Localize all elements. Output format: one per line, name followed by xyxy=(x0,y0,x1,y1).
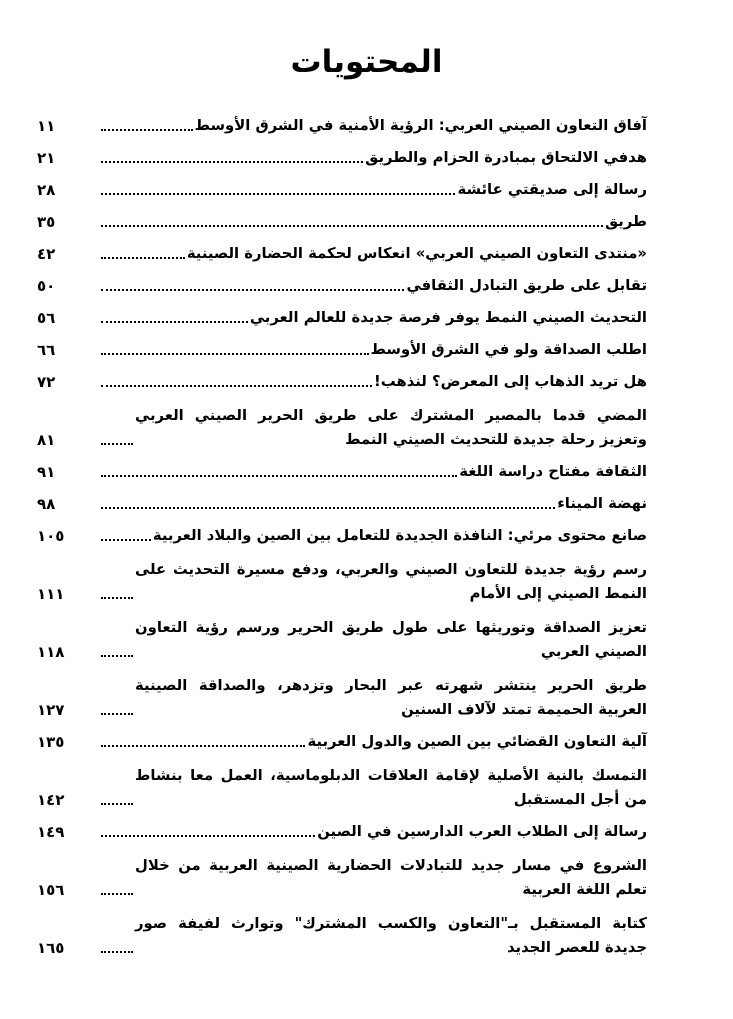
toc-entry-title: هدفي الالتحاق بمبادرة الحزام والطريق xyxy=(365,149,647,166)
toc-entry-title: تقابل على طريق التبادل الثقافي xyxy=(406,277,647,294)
toc-entry[interactable] xyxy=(37,330,647,362)
toc-entry-page: ٩١ xyxy=(37,463,56,481)
toc-entry[interactable] xyxy=(37,722,647,754)
dot-leader xyxy=(101,893,133,895)
toc-entry-page: ٥٦ xyxy=(37,309,56,327)
toc-entry-title: رسم رؤية جديدة للتعاون الصيني والعربي، ودفع مسيرة التحديث على النمط الصيني إلى الأمام xyxy=(135,561,647,602)
toc-entry-title: رسالة إلى الطلاب العرب الدارسين في الصين xyxy=(317,823,647,840)
toc-entry-title: آفاق التعاون الصيني العربي: الرؤية الأمنية في الشرق الأوسط xyxy=(194,117,647,134)
toc-entry-page: ٩٨ xyxy=(37,495,56,513)
toc-entry-page: ١٣٥ xyxy=(37,733,65,751)
toc-entry-title: اطلب الصداقة ولو في الشرق الأوسط xyxy=(370,341,647,358)
toc-entry-page: ٥٠ xyxy=(37,277,56,295)
dot-leader xyxy=(101,385,372,387)
dot-leader xyxy=(101,321,248,323)
dot-leader xyxy=(101,475,457,477)
toc-entry[interactable] xyxy=(37,138,647,170)
dot-leader xyxy=(101,745,305,747)
toc-entry-page: ١٦٥ xyxy=(37,939,65,957)
toc-entry[interactable] xyxy=(37,812,647,844)
dot-leader xyxy=(101,835,315,837)
dot-leader xyxy=(101,161,363,163)
toc-entry[interactable] xyxy=(37,234,647,266)
toc-entry-page: ١٠٥ xyxy=(37,527,65,545)
toc-entry-page: ١٥٦ xyxy=(37,881,65,899)
dot-leader xyxy=(101,443,133,445)
toc-entry-title: التمسك بالنية الأصلية لإقامة العلاقات الدبلوماسية، العمل معا بنشاط من أجل المستقبل xyxy=(135,767,647,808)
toc-entry-page: ٧٢ xyxy=(37,373,56,391)
toc-entry-title: نهضة الميناء xyxy=(557,495,647,512)
toc-entry-title: صانع محتوى مرئي: النافذة الجديدة للتعامل بين الصين والبلاد العربية xyxy=(152,527,647,544)
toc-entry-title: «منتدى التعاون الصيني العربي» انعكاس لحكمة الحضارة الصينية xyxy=(186,245,647,262)
toc-entry-title: طريق xyxy=(604,213,647,230)
dot-leader xyxy=(101,507,555,509)
toc-entry-title: المضي قدما بالمصير المشترك على طريق الحرير الصيني العربي وتعزيز رحلة جديدة للتحديث الصيني النمط xyxy=(135,407,647,448)
toc-entry[interactable] xyxy=(37,394,647,452)
dot-leader xyxy=(101,597,133,599)
dot-leader xyxy=(101,655,133,657)
toc-entry[interactable] xyxy=(37,754,647,812)
toc-entry-page: ٢١ xyxy=(37,149,56,167)
toc-entry[interactable] xyxy=(37,202,647,234)
toc-entry-title: كتابة المستقبل بـ"التعاون والكسب المشترك" وتوارث لفيفة صور جديدة للعصر الجديد xyxy=(135,915,647,956)
toc-entry-title: رسالة إلى صديقتي عائشة xyxy=(457,181,647,198)
toc-entry[interactable] xyxy=(37,106,647,138)
toc-entry[interactable] xyxy=(37,484,647,516)
dot-leader xyxy=(101,257,185,259)
dot-leader xyxy=(101,225,603,227)
dot-leader xyxy=(101,951,133,953)
toc-entry[interactable] xyxy=(37,548,647,606)
toc-entry-title: التحديث الصيني النمط يوفر فرصة جديدة للعالم العربي xyxy=(249,309,647,326)
toc-entry[interactable] xyxy=(37,902,647,960)
dot-leader xyxy=(101,713,133,715)
dot-leader xyxy=(101,803,133,805)
toc-entry[interactable] xyxy=(37,170,647,202)
dot-leader xyxy=(101,539,151,541)
table-of-contents xyxy=(37,106,647,960)
toc-entry[interactable] xyxy=(37,298,647,330)
toc-entry-page: ٢٨ xyxy=(37,181,56,199)
toc-entry-page: ١٢٧ xyxy=(37,701,65,719)
toc-entry-page: ١١١ xyxy=(37,585,65,603)
toc-entry[interactable] xyxy=(37,664,647,722)
toc-entry[interactable] xyxy=(37,362,647,394)
toc-entry-page: ٦٦ xyxy=(37,341,56,359)
toc-entry-page: ٨١ xyxy=(37,431,56,449)
toc-entry-page: ٤٢ xyxy=(37,245,56,263)
toc-entry[interactable] xyxy=(37,266,647,298)
toc-entry-page: ١٤٩ xyxy=(37,823,65,841)
toc-entry[interactable] xyxy=(37,452,647,484)
dot-leader xyxy=(101,129,193,131)
toc-entry-title: الشروع في مسار جديد للتبادلات الحضارية الصينية العربية من خلال تعلم اللغة العربية xyxy=(135,857,647,898)
toc-entry-page: ١١٨ xyxy=(37,643,65,661)
toc-entry-title: تعزيز الصداقة وتوريثها على طول طريق الحرير ورسم رؤية التعاون الصيني العربي xyxy=(135,619,647,660)
toc-entry[interactable] xyxy=(37,844,647,902)
toc-entry-page: ١٤٢ xyxy=(37,791,65,809)
toc-entry-title: هل تريد الذهاب إلى المعرض؟ لنذهب! xyxy=(374,373,647,390)
toc-entry-title: طريق الحرير ينتشر شهرته عبر البحار وتزدهر، والصداقة الصينية العربية الحميمة تمتد لآلاف السنين xyxy=(135,677,647,718)
page-title: المحتويات xyxy=(290,44,443,80)
toc-entry[interactable] xyxy=(37,516,647,548)
toc-entry-page: ٣٥ xyxy=(37,213,56,231)
dot-leader xyxy=(101,193,455,195)
dot-leader xyxy=(101,289,404,291)
toc-entry-title: الثقافة مفتاح دراسة اللغة xyxy=(459,463,647,480)
toc-entry-page: ١١ xyxy=(37,117,56,135)
dot-leader xyxy=(101,353,369,355)
toc-entry[interactable] xyxy=(37,606,647,664)
toc-entry-title: آلية التعاون القضائي بين الصين والدول العربية xyxy=(307,733,647,750)
